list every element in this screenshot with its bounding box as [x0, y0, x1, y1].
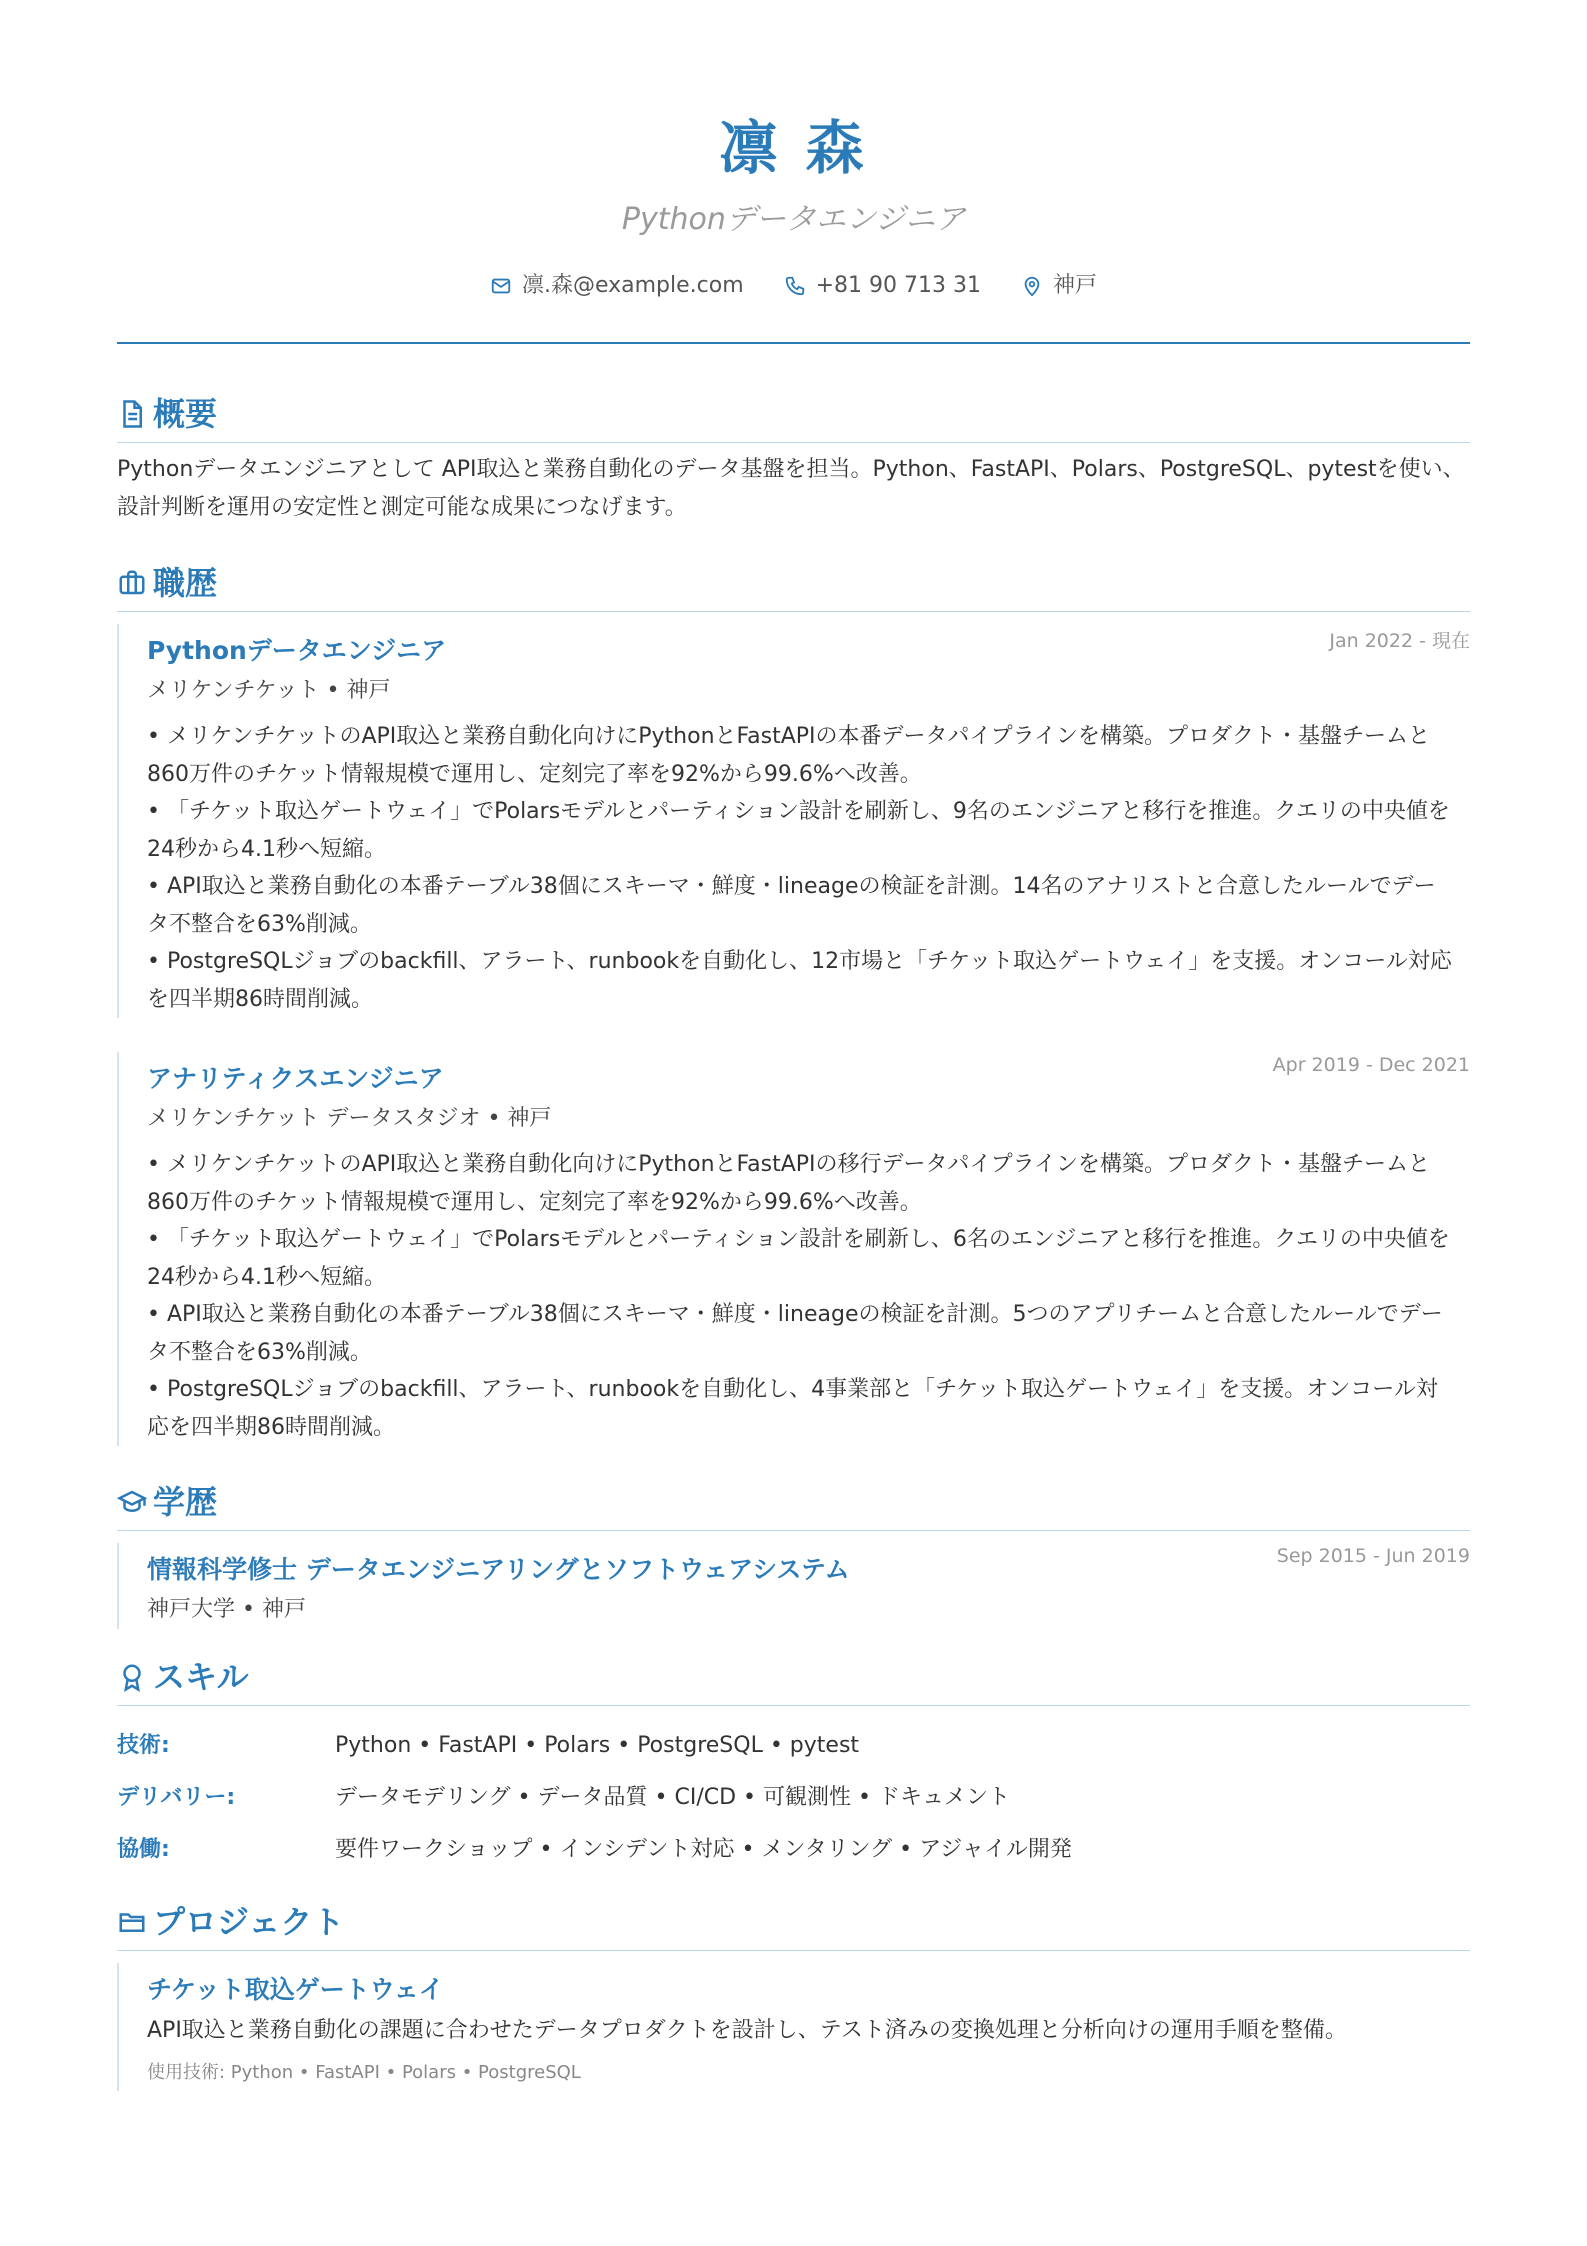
location-text: 神戸	[1053, 273, 1098, 298]
contact-location	[1021, 270, 1097, 302]
skills-table	[117, 1720, 1470, 1876]
skill-label: 技術:	[117, 1733, 170, 1758]
degree-title: 情報科学修士 データエンジニアリングとソフトウェアシステム	[147, 1555, 850, 1584]
phone-icon	[784, 275, 806, 297]
experience-title: 職歴	[153, 564, 218, 602]
projects-section	[117, 1902, 1470, 2091]
skill-row	[117, 1772, 1470, 1824]
award-icon	[117, 1662, 147, 1692]
job-bullets	[147, 1146, 1470, 1446]
project-description: API取込と業務自動化の課題に合わせたデータプロダクトを設計し、テスト済みの変換処理と分析向けの運用手順を整備。	[147, 2018, 1347, 2043]
briefcase-icon	[117, 568, 147, 598]
education-header	[117, 1482, 1470, 1531]
skill-row	[117, 1720, 1470, 1772]
job-bullet: • PostgreSQLジョブのbackfill、アラート、runbookを自動化し、4事業部と「チケット取込ゲートウェイ」を支援。オンコール対応を四半期86時間削減。	[147, 1371, 1470, 1446]
graduation-cap-icon	[117, 1487, 147, 1517]
summary-title: 概要	[153, 395, 218, 433]
job-company: メリケンチケット データスタジオ • 神戸	[147, 1106, 552, 1131]
skills-title: スキル	[153, 1658, 249, 1696]
folder-icon	[117, 1907, 147, 1937]
document-icon	[117, 399, 147, 429]
education-entry	[117, 1543, 1470, 1629]
education-title: 学歴	[153, 1483, 218, 1521]
summary-header	[117, 394, 1470, 443]
job-bullet: • API取込と業務自動化の本番テーブル38個にスキーマ・鮮度・lineageの検証を計測。5つのアプリチームと合意したルールでデータ不整合を63%削減。	[147, 1296, 1470, 1371]
job-bullet: • 「チケット取込ゲートウェイ」でPolarsモデルとパーティション設計を刷新し、9名のエンジニアと移行を推進。クエリの中央値を24秒から4.1秒へ短縮。	[147, 793, 1470, 868]
resume-header	[117, 0, 1470, 344]
job-bullet: • PostgreSQLジョブのbackfill、アラート、runbookを自動化し、12市場と「チケット取込ゲートウェイ」を支援。オンコール対応を四半期86時間削減。	[147, 943, 1470, 1018]
project-entry	[117, 1963, 1470, 2091]
job-date: Jan 2022 - 現在	[1329, 630, 1470, 652]
job-company: メリケンチケット • 神戸	[147, 678, 391, 703]
job-title: Pythonデータエンジニア	[147, 636, 447, 665]
job-date: Apr 2019 - Dec 2021	[1272, 1054, 1470, 1076]
phone-text: +81 90 713 31	[815, 273, 982, 298]
project-tech: 使用技術: Python • FastAPI • Polars • PostgreSQL	[147, 2062, 581, 2083]
summary-section	[117, 394, 1470, 527]
experience-header	[117, 563, 1470, 612]
projects-title: プロジェクト	[153, 1903, 345, 1941]
education-date: Sep 2015 - Jun 2019	[1276, 1545, 1470, 1567]
job-bullets	[147, 718, 1470, 1018]
mail-icon	[490, 275, 512, 297]
skill-row	[117, 1824, 1470, 1876]
contact-phone[interactable]	[784, 270, 981, 302]
job-bullet: • 「チケット取込ゲートウェイ」でPolarsモデルとパーティション設計を刷新し、6名のエンジニアと移行を推進。クエリの中央値を24秒から4.1秒へ短縮。	[147, 1221, 1470, 1296]
job-bullet: • メリケンチケットのAPI取込と業務自動化向けにPythonとFastAPIの本番データパイプラインを構築。プロダクト・基盤チームと860万件のチケット情報規模で運用し、定刻完了率を92%から99.6%へ改善。	[147, 718, 1470, 793]
projects-header	[117, 1902, 1470, 1951]
job-title: アナリティクスエンジニア	[147, 1064, 444, 1093]
job-bullet: • API取込と業務自動化の本番テーブル38個にスキーマ・鮮度・lineageの検証を計測。14名のアナリストと合意したルールでデータ不整合を63%削減。	[147, 868, 1470, 943]
school-name: 神戸大学 • 神戸	[147, 1597, 306, 1622]
project-name: チケット取込ゲートウェイ	[147, 1975, 444, 2004]
skills-section	[117, 1657, 1470, 1876]
job-bullet: • メリケンチケットのAPI取込と業務自動化向けにPythonとFastAPIの移行データパイプラインを構築。プロダクト・基盤チームと860万件のチケット情報規模で運用し、定刻完了率を92%から99.6%へ改善。	[147, 1146, 1470, 1221]
candidate-title: Pythonデータエンジニア	[621, 202, 966, 237]
job-entry	[117, 1052, 1470, 1446]
skill-label: デリバリー:	[117, 1785, 236, 1810]
map-pin-icon	[1021, 275, 1043, 297]
candidate-name: 凛 森	[719, 114, 868, 182]
email-text: 凛.森@example.com	[521, 273, 744, 298]
contact-email[interactable]	[490, 270, 744, 302]
skills-header	[117, 1657, 1470, 1706]
skill-value: データモデリング • データ品質 • CI/CD • 可観測性 • ドキュメント	[335, 1785, 1010, 1810]
experience-section	[117, 563, 1470, 1446]
header-divider	[117, 342, 1470, 344]
contact-bar	[117, 270, 1470, 302]
skill-value: Python • FastAPI • Polars • PostgreSQL • pytest	[335, 1733, 860, 1758]
skill-value: 要件ワークショップ • インシデント対応 • メンタリング • アジャイル開発	[335, 1837, 1072, 1862]
education-section	[117, 1482, 1470, 1629]
skill-label: 協働:	[117, 1837, 170, 1862]
summary-text: Pythonデータエンジニアとして API取込と業務自動化のデータ基盤を担当。Python、FastAPI、Polars、PostgreSQL、pytestを使い、設計判断を運用の安定性と測定可能な成果につなげます。	[117, 457, 1465, 520]
job-entry	[117, 624, 1470, 1018]
